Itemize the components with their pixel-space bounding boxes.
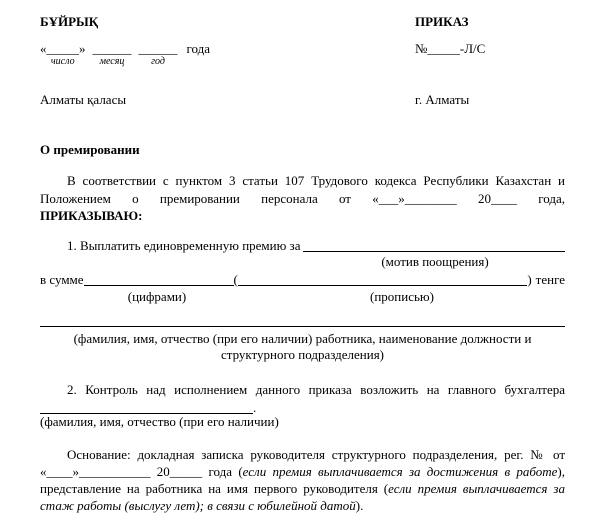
basis-line-2 <box>40 463 565 480</box>
item1-line <box>40 236 565 255</box>
sum-words-blank <box>238 272 527 286</box>
item1-text: 1. Выплатить единовременную премию за <box>67 237 301 253</box>
caption-employee-1: (фамилия, имя, отчество (при его наличии) работника, наименование должности и <box>73 330 532 346</box>
preamble-line-2: Положением о премировании персонала от «___»________ 20____ года, <box>40 190 565 206</box>
preamble-paragraph <box>40 172 565 225</box>
title-russian: ПРИКАЗ <box>415 14 469 29</box>
date-year-group <box>139 41 178 68</box>
item2-line: 2. Контроль над исполнением данного приказа возложить на главного бухгалтера <box>67 381 565 397</box>
city-row <box>40 91 565 108</box>
decree-word: ПРИКАЗЫВАЮ: <box>40 208 143 223</box>
sum-captions-row <box>40 289 565 305</box>
date-line <box>40 41 415 68</box>
date-year-blank: ______ <box>138 41 178 56</box>
caption-digits: (цифрами) <box>127 288 187 304</box>
basis-line-3-italic: если премия выплачивается за <box>388 480 565 496</box>
caption-employee-2: структурного подразделения) <box>220 347 385 362</box>
sum-suffix: тенге <box>535 272 565 287</box>
basis-line-4-post: ). <box>355 498 364 514</box>
date-month-label: месяц <box>99 56 125 67</box>
date-number-row <box>40 41 565 68</box>
basis-paragraph <box>40 446 565 515</box>
date-month-blank: ______ <box>92 41 132 56</box>
date-day-group <box>40 41 86 68</box>
caption-motive: (мотив поощрения) <box>381 254 489 269</box>
city-kazakh: Алматы қаласы <box>40 92 127 107</box>
motive-blank-line <box>303 238 565 252</box>
basis-line-4 <box>40 497 565 514</box>
header-titles <box>40 13 565 30</box>
accountant-blank-row <box>40 398 565 413</box>
subject-line: О премировании <box>40 142 140 157</box>
basis-line-2-italic: если премия выплачивается за достижения в работе <box>242 463 558 479</box>
date-year-label: год <box>151 56 165 67</box>
sum-prefix: в сумме <box>40 272 84 287</box>
title-kazakh: БҰЙРЫҚ <box>40 14 99 29</box>
sum-line <box>40 270 565 289</box>
employee-blank-line <box>40 326 565 327</box>
city-russian: г. Алматы <box>415 92 470 107</box>
date-day-blank: «_____» <box>40 41 86 56</box>
date-suffix: года <box>186 41 211 56</box>
caption-words: (прописью) <box>370 288 434 304</box>
date-day-label: число <box>50 56 75 67</box>
paren-close: ) <box>527 272 532 287</box>
basis-line-1: Основание: докладная записка руководителя структурного подразделения, рег. № от <box>67 446 565 462</box>
period: . <box>253 400 257 415</box>
caption-accountant: (фамилия, имя, отчество (при его наличии) <box>40 414 279 429</box>
basis-line-2-pre: «____»___________ 20_____ года ( <box>40 463 243 479</box>
basis-line-3-pre: представление на работника на имя первого руководителя ( <box>40 480 389 496</box>
basis-line-2-post: ), <box>557 463 565 479</box>
paren-open: ( <box>233 272 238 287</box>
order-number: №_____-Л/С <box>415 41 486 56</box>
date-month-group <box>93 41 132 68</box>
sum-digits-blank <box>84 272 234 286</box>
accountant-name-blank <box>40 400 253 414</box>
basis-line-3 <box>40 480 565 497</box>
basis-line-4-italic: стаж работы (выслугу лет); в связи с юбилейной датой <box>40 498 356 514</box>
preamble-line-1: В соответствии с пунктом 3 статьи 107 Трудового кодекса Республики Казахстан и <box>67 173 565 188</box>
